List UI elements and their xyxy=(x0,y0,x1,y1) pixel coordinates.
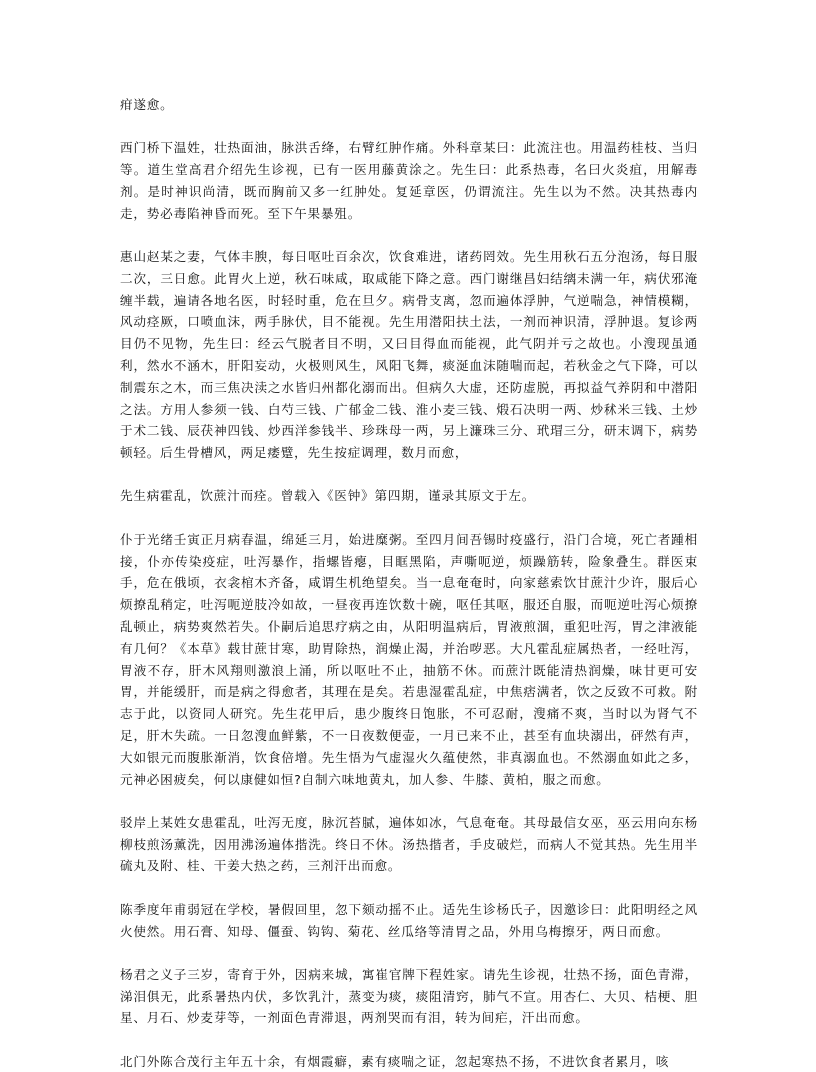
paragraph: 杨君之义子三岁，寄育于外，因病来城，寓崔官牌下程姓家。请先生诊视，壮热不扬，面色青滞，涕泪俱无，此系暑热内伏，多饮乳汁，蒸变为痰，痰阻清窍，肺气不宣。用杏仁、大贝、桔梗、胆星、月石、炒麦芽等，一剂面色青滞退，两剂哭而有泪，转为间疟，汗出而愈。 xyxy=(120,966,698,1026)
paragraph: 仆于光绪壬寅正月病春温，绵延三月，始进糜粥。至四月间吾锡时疫盛行，沿门合境，死亡者踵相接，仆亦传染疫症，吐泻暴作，指螺皆瘪，目眶黑陷，声嘶呃逆，烦躁筋转，险象叠生。群医束手，危在俄顷，衣衾棺木齐备，咸谓生机绝望矣。当一息奄奄时，向家慈索饮甘蔗汁少许，服后心烦撩乱稍定，吐泻呃逆肢冷如故，一昼夜再连饮数十碗，呕任其呕，服还自服，而呃逆吐泻心烦撩乱顿止，病势爽然若失。仆嗣后追思疗病之由，从阳明温病后，胃液煎涸，重犯吐泻，胃之津液能有几何？《本草》载甘蔗甘寒，助胃除热，润燥止渴，并治哕恶。大凡霍乱症属热者，一经吐泻，胃液不存，肝木风翔则激浪上涌，所以呕吐不止，抽筋不休。而蔗汁既能清热润燥，味甘更可安胃，并能缓肝，而是病之得愈者，其理在是矣。若患湿霍乱症，中焦痞满者，饮之反致不可救。附志于此，以资同人研究。先生花甲后，患少腹终日饱胀，不可忍耐，溲痛不爽，当时以为肾气不足，肝木失疏。一日忽溲血鲜紫，不一日夜数便壶，一月已来不止，甚至有血块溺出，砰然有声，大如银元而腹胀渐消，饮食倍增。先生悟为气虚湿火久蕴使然，非真溺血也。不然溺血如此之多，元神必困疲矣，何以康健如恒?自制六味地黄丸，加人参、牛膝、黄柏，服之而愈。 xyxy=(120,531,698,787)
paragraph: 惠山赵某之妻，气体丰腴，每日呕吐百余次，饮食难进，诸药罔效。先生用秋石五分泡汤，每日服二次，三日愈。此胃火上逆，秋石味咸，取咸能下降之意。西门谢继昌妇结缡未满一年，病伏邪淹缠半载，遍请各地名医，时轻时重，危在旦夕。病骨支离，忽而遍体浮肿，气逆喘急，神情模糊，风动痉厥，口喷血沫，两手脉伏，目不能视。先生用潜阳扶土法，一剂而神识清，浮肿退。复诊两目仍不见物，先生曰：经云气脱者目不明，又曰目得血而能视，此气阴并亏之故也。小溲现虽通利，然水不涵木，肝阳妄动，火极则风生，风阳飞舞，痰涎血沫随喘而起，若秋金之气下降，可以制震东之木，而三焦决渎之水皆归州都化溺而出。但病久大虚，还防虚脱，再拟益气养阴和中潜阳之法。方用人参须一钱、白芍三钱、广郁金二钱、淮小麦三钱、煅石决明一两、炒秫米三钱、土炒于术二钱、辰茯神四钱、炒西洋参钱半、珍珠母一两，另上濂珠三分、玳瑁三分，研末调下，病势顿轻。后生骨槽风，两足痿躄，先生按症调理，数月而愈， xyxy=(120,248,698,461)
paragraph: 疳遂愈。 xyxy=(120,97,174,112)
paragraph: 西门桥下温姓，壮热面油，脉洪舌绛，右臂红肿作痛。外科章某曰：此流注也。用温药桂枝、当归等。道生堂高君介绍先生诊视，已有一医用藤黄涂之。先生曰：此系热毒，名曰火炎疽，用解毒剂。是时神识尚清，既而胸前又多一红肿处。复延章医，仍谓流注。先生以为不然。决其热毒内走，势必毒陷神昏而死。至下午果暴殂。 xyxy=(120,140,698,221)
paragraph: 陈季度年甫弱冠在学校，暑假回里，忽下颏动摇不止。适先生诊杨氏子，因邀诊曰：此阳明经之风火使然。用石膏、知母、僵蚕、钩钩、菊花、丝瓜络等清胃之品，外用乌梅擦牙，两日而愈。 xyxy=(120,901,698,939)
paragraph: 先生病霍乱，饮蔗汁而痊。曾载入《医钟》第四期，谨录其原文于左。 xyxy=(120,488,536,504)
paragraph: 驳岸上某姓女患霍乱，吐泻无度，脉沉苔腻，遍体如冰，气息奄奄。其母最信女巫，巫云用向东杨柳枝煎汤薰洗，因用沸汤遍体揩洗。终日不休。汤热揩者，手皮破烂，而病人不觉其热。先生用半硫丸及附、桂、干姜大热之药，三剂汗出而愈。 xyxy=(120,814,698,874)
document-page xyxy=(120,94,698,1072)
paragraph: 北门外陈合茂行主年五十余，有烟霞癖，素有痰喘之证，忽起寒热不扬，不进饮食者累月，咳 xyxy=(120,1053,670,1069)
